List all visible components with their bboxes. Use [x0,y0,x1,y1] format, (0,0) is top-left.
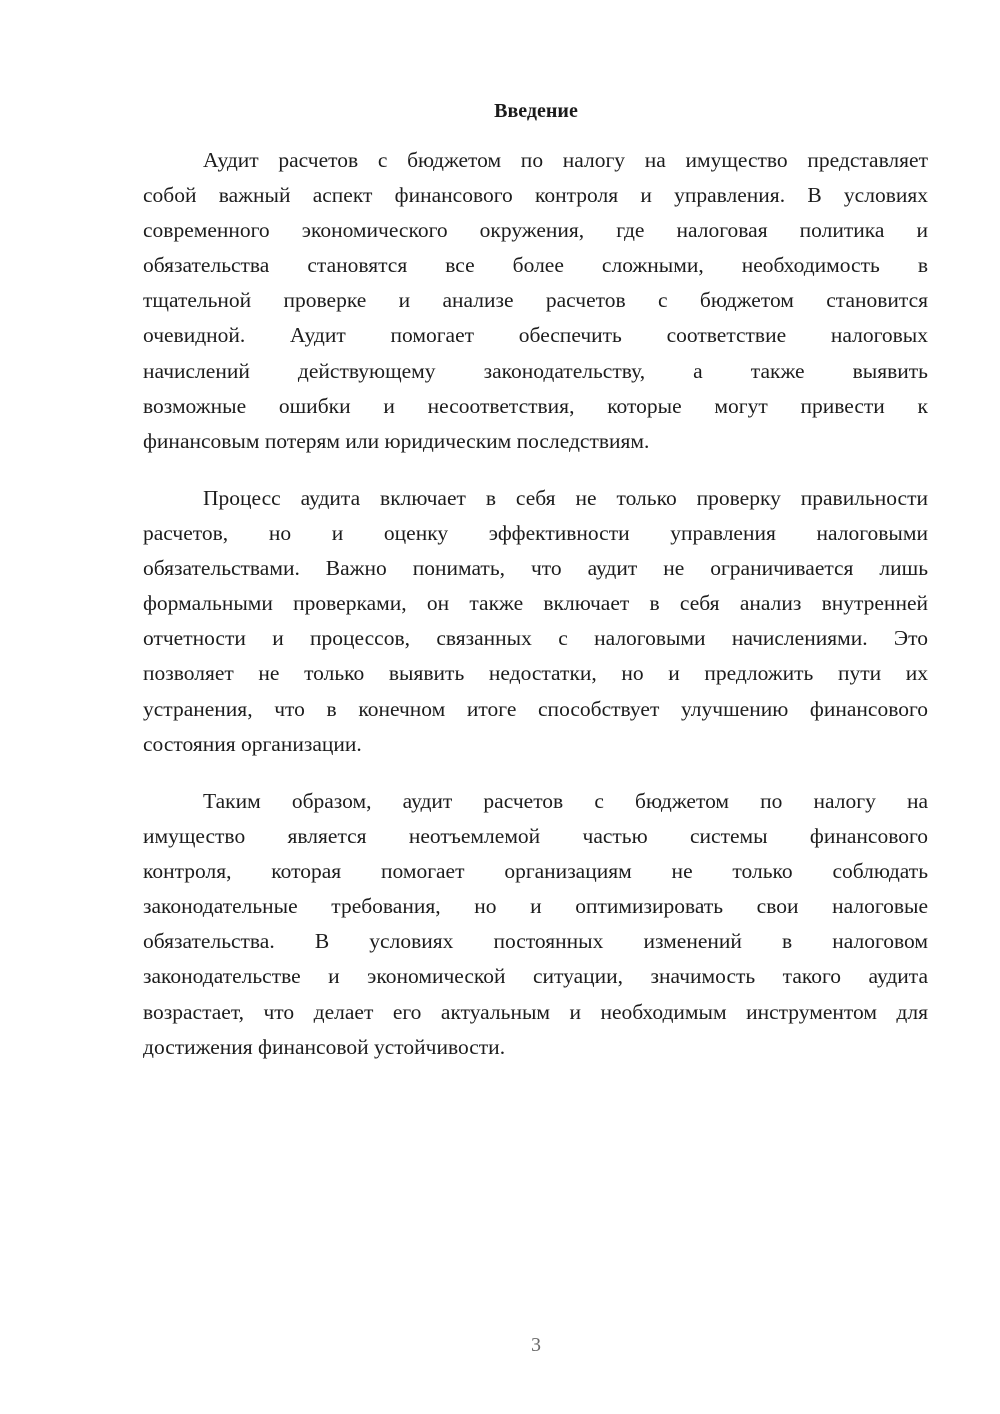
text-line: формальными проверками, он также включает в себя анализ внутренней [143,591,928,616]
text-line: современного экономического окружения, где налоговая политика и [143,218,928,243]
text-line: собой важный аспект финансового контроля и управления. В условиях [143,183,928,208]
text-line: достижения финансовой устойчивости. [143,1034,506,1059]
text-line: имущество является неотъемлемой частью системы финансового [143,824,928,849]
text-line: Таким образом, аудит расчетов с бюджетом по налогу на [203,789,928,813]
text-line: финансовым потерям или юридическим последствиям. [143,428,650,453]
text-line: обязательства. В условиях постоянных изменений в налоговом [143,929,928,954]
paragraph-audit-process [143,481,928,762]
text-line: очевидной. Аудит помогает обеспечить соответствие налоговых [143,323,928,348]
text-line: Аудит расчетов с бюджетом по налогу на имущество представляет [203,148,928,172]
text-line: Процесс аудита включает в себя не только проверку правильности [203,486,928,510]
text-line: обязательства становятся все более сложными, необходимость в [143,253,928,278]
text-line: возможные ошибки и несоответствия, которые могут привести к [143,393,928,418]
text-line: отчетности и процессов, связанных с налоговыми начислениями. Это [143,626,928,651]
section-heading: Введение [494,100,578,122]
paragraph-intro [143,143,928,459]
text-line: начислений действующему законодательству, а также выявить [143,358,928,383]
text-line: позволяет не только выявить недостатки, но и предложить пути их [143,661,928,686]
text-line: обязательствами. Важно понимать, что аудит не ограничивается лишь [143,556,928,581]
text-line: законодательстве и экономической ситуации, значимость такого аудита [143,964,928,989]
text-line: возрастает, что делает его актуальным и необходимым инструментом для [143,999,928,1024]
text-line: контроля, которая помогает организациям не только соблюдать [143,859,928,884]
text-line: тщательной проверке и анализе расчетов с бюджетом становится [143,288,928,313]
page-number: 3 [531,1334,541,1356]
paragraph-conclusion [143,784,928,1065]
text-line: законодательные требования, но и оптимизировать свои налоговые [143,894,928,919]
text-line: устранения, что в конечном итоге способствует улучшению финансового [143,696,928,721]
text-line: расчетов, но и оценку эффективности управления налоговыми [143,521,928,546]
text-line: состояния организации. [143,731,362,756]
